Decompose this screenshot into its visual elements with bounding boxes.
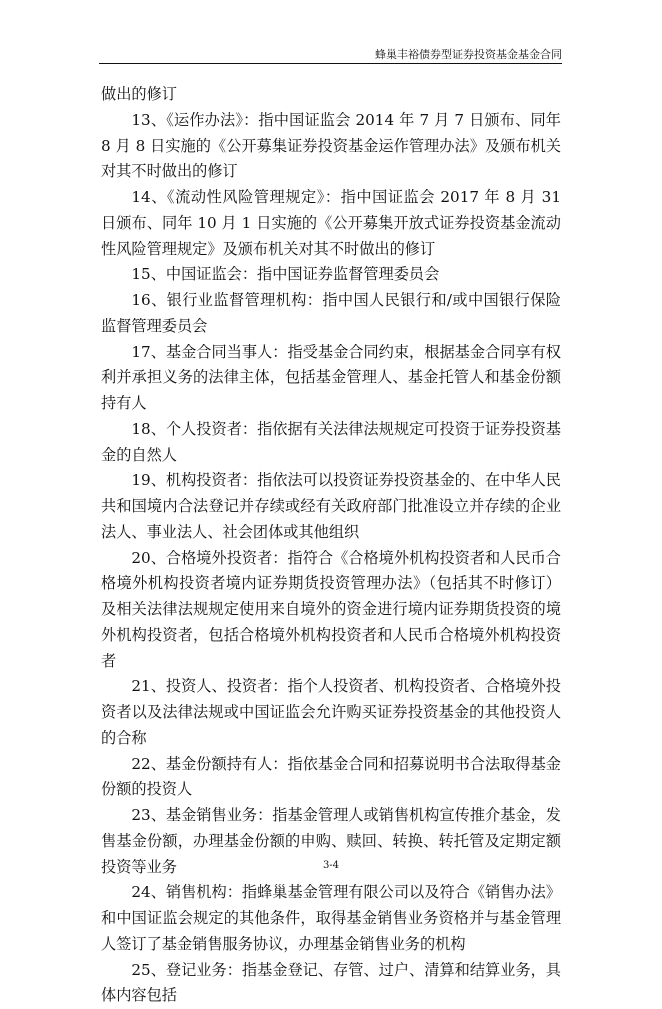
definition-19: 19、机构投资者：指依法可以投资证券投资基金的、在中华人民共和国境内合法登记并存续或经有关政府部门批准设立并存续的企业法人、事业法人、社会团体或其他组织 <box>101 468 561 545</box>
definition-21: 21、投资人、投资者：指个人投资者、机构投资者、合格境外投资者以及法律法规或中国证监会允许购买证券投资基金的其他投资人的合称 <box>101 674 561 751</box>
definition-23: 23、基金销售业务：指基金管理人或销售机构宣传推介基金，发售基金份额，办理基金份额的申购、赎回、转换、转托管及定期定额投资等业务 <box>101 803 561 880</box>
definition-18: 18、个人投资者：指依据有关法律法规规定可投资于证券投资基金的自然人 <box>101 417 561 469</box>
definition-22: 22、基金份额持有人：指依基金合同和招募说明书合法取得基金份额的投资人 <box>101 752 561 804</box>
definition-15: 15、中国证监会：指中国证券监督管理委员会 <box>101 262 561 288</box>
definition-16: 16、银行业监督管理机构：指中国人民银行和/或中国银行保险监督管理委员会 <box>101 288 561 340</box>
definition-14: 14、《流动性风险管理规定》：指中国证监会 2017 年 8 月 31 日颁布、同年 10 月 1 日实施的《公开募集开放式证券投资基金流动性风险管理规定》及颁布机关对其不时做出的修订 <box>101 185 561 262</box>
page-number: 3-4 <box>0 860 662 871</box>
running-header: 蜂巢丰裕债券型证券投资基金基金合同 <box>99 48 562 62</box>
definition-25: 25、登记业务：指基金登记、存管、过户、清算和结算业务，具体内容包括 <box>101 958 561 1009</box>
header-rule <box>99 63 562 64</box>
definition-20: 20、合格境外投资者：指符合《合格境外机构投资者和人民币合格境外机构投资者境内证券期货投资管理办法》（包括其不时修订）及相关法律法规规定使用来自境外的资金进行境内证券期货投资的境外机构投资者，包括合格境外机构投资者和人民币合格境外机构投资者 <box>101 546 561 675</box>
definition-17: 17、基金合同当事人：指受基金合同约束，根据基金合同享有权利并承担义务的法律主体，包括基金管理人、基金托管人和基金份额持有人 <box>101 340 561 417</box>
definition-13: 13、《运作办法》：指中国证监会 2014 年 7 月 7 日颁布、同年 8 月 8 日实施的《公开募集证券投资基金运作管理办法》及颁布机关对其不时做出的修订 <box>101 108 561 185</box>
paragraph: 做出的修订 <box>101 82 561 108</box>
definition-24: 24、销售机构：指蜂巢基金管理有限公司以及符合《销售办法》和中国证监会规定的其他条件，取得基金销售业务资格并与基金管理人签订了基金销售服务协议，办理基金销售业务的机构 <box>101 880 561 957</box>
